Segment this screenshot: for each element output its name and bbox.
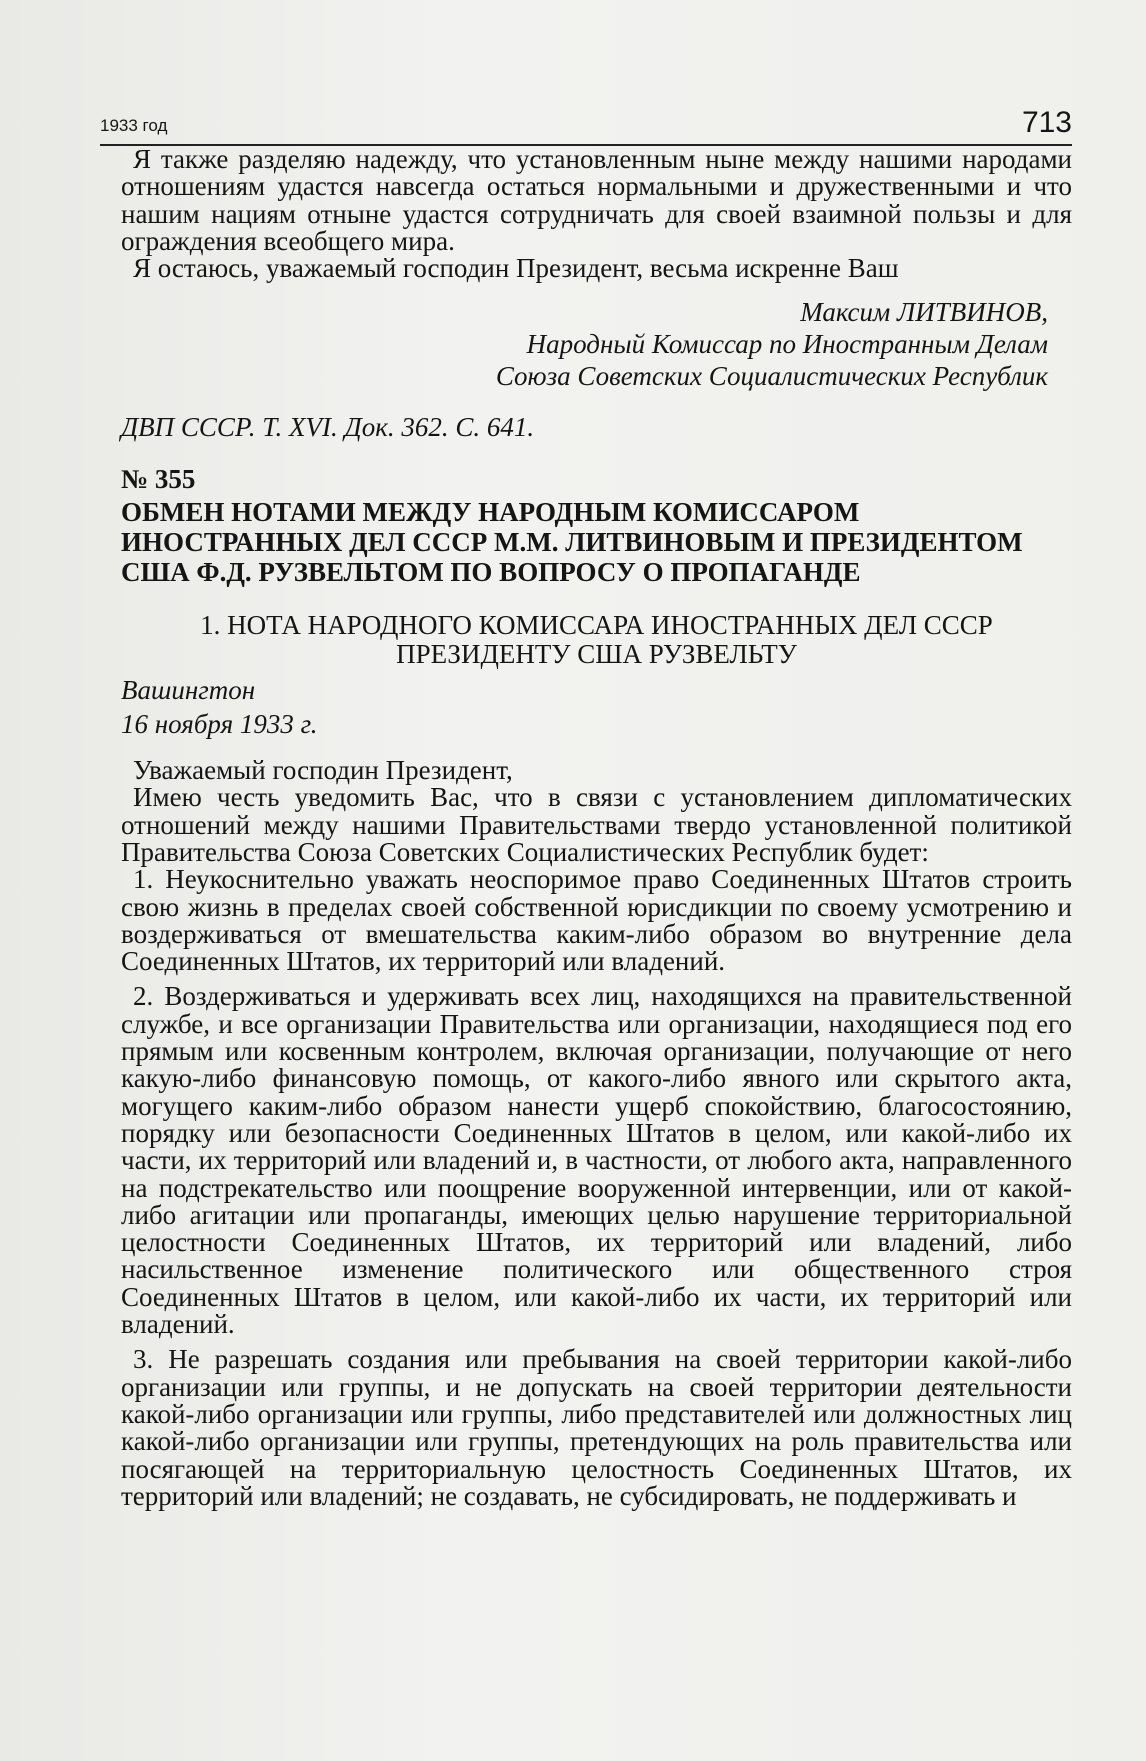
signature-title-line: Народный Комиссар по Иностранным Делам — [526, 329, 1048, 360]
page-number: 713 — [1021, 106, 1072, 139]
body-paragraph: 3. Не разрешать создания или пребывания на своей территории какой-либо организации или группы, и не допускать на своей территории деятельности какой-либо организации или группы, либо представителей или должностных лиц какой-либо организации или группы, претендующих на роль правительства или посягающей на территориальную целостность Соединенных Штатов, их территорий или владений; не создавать, не субсидировать, не поддерживать и — [121, 1344, 1072, 1511]
date: 16 ноября 1933 г. — [121, 709, 318, 740]
signature-name: Максим ЛИТВИНОВ, — [800, 297, 1048, 328]
source-reference: ДВП СССР. Т. XVI. Док. 362. С. 641. — [121, 412, 535, 443]
page-content — [121, 146, 1072, 1510]
note-heading-line: ПРЕЗИДЕНТУ США РУЗВЕЛЬТУ — [396, 639, 797, 670]
document-number: № 355 — [121, 463, 196, 494]
header-year: 1933 год — [100, 116, 168, 135]
note-heading — [121, 611, 1072, 669]
dateline — [121, 673, 1072, 741]
signature-block — [121, 296, 1048, 392]
place: Вашингтон — [121, 675, 256, 706]
document-title: ОБМЕН НОТАМИ МЕЖДУ НАРОДНЫМ КОМИССАРОМ ИНОСТРАННЫХ ДЕЛ СССР М.М. ЛИТВИНОВЫМ И ПРЕЗИДЕНТОМ США Ф.Д. РУЗВЕЛЬТОМ ПО ВОПРОСУ О ПРОПАГАНДЕ — [121, 497, 1023, 588]
note-heading-line: 1. НОТА НАРОДНОГО КОМИССАРА ИНОСТРАННЫХ ДЕЛ СССР — [200, 610, 993, 641]
signature-title-line: Союза Советских Социалистических Республик — [495, 361, 1048, 392]
intro-paragraph: Я также разделяю надежду, что установленным ныне между нашими народами отношениям удастся навсегда остаться нормальными и дружественными и что нашим нациям отныне удастся сотрудничать для своей взаимной пользы и для ограждения всеобщего мира. — [121, 144, 1072, 256]
body-paragraph: Уважаемый господин Президент, — [133, 755, 513, 786]
body-paragraph: 1. Неукоснительно уважать неоспоримое право Соединенных Штатов строить свою жизнь в пределах своей собственной юрисдикции по своему усмотрению и воздерживаться от вмешательства каким-либо образом во внутренние дела Соединенных Штатов, их территорий или владений. — [121, 864, 1072, 977]
intro-paragraph: Я остаюсь, уважаемый господин Президент, весьма искренне Ваш — [133, 253, 899, 284]
body-paragraph: 2. Воздерживаться и удерживать всех лиц, находящихся на правительственной службе, и все организации Правительства или организации, находящиеся под его прямым или косвенным контролем, включая организации, получающие от него какую-либо финансовую помощь, от какого-либо явного или скрытого акта, могущего каким-либо образом нанести ущерб спокойствию, благосостоянию, порядку или безопасности Соединенных Штатов в целом, или какой-либо их части, их территорий или владений и, в частности, от любого акта, направленного на подстрекательство или поощрение вооруженной интервенции, или от какой-либо агитации или пропаганды, имеющих целью нарушение территориальной целостности Соединенных Штатов, их территорий или владений, либо насильственное изменение политического или общественного строя Соединенных Штатов в целом, или какой-либо их части, их территорий или владений. — [121, 981, 1072, 1340]
body-paragraph: Имею честь уведомить Вас, что в связи с установлением дипломатических отношений между нашими Правительствами твердо установленной политикой Правительства Союза Советских Социалистических Республик будет: — [121, 782, 1072, 867]
running-header — [100, 106, 1072, 146]
